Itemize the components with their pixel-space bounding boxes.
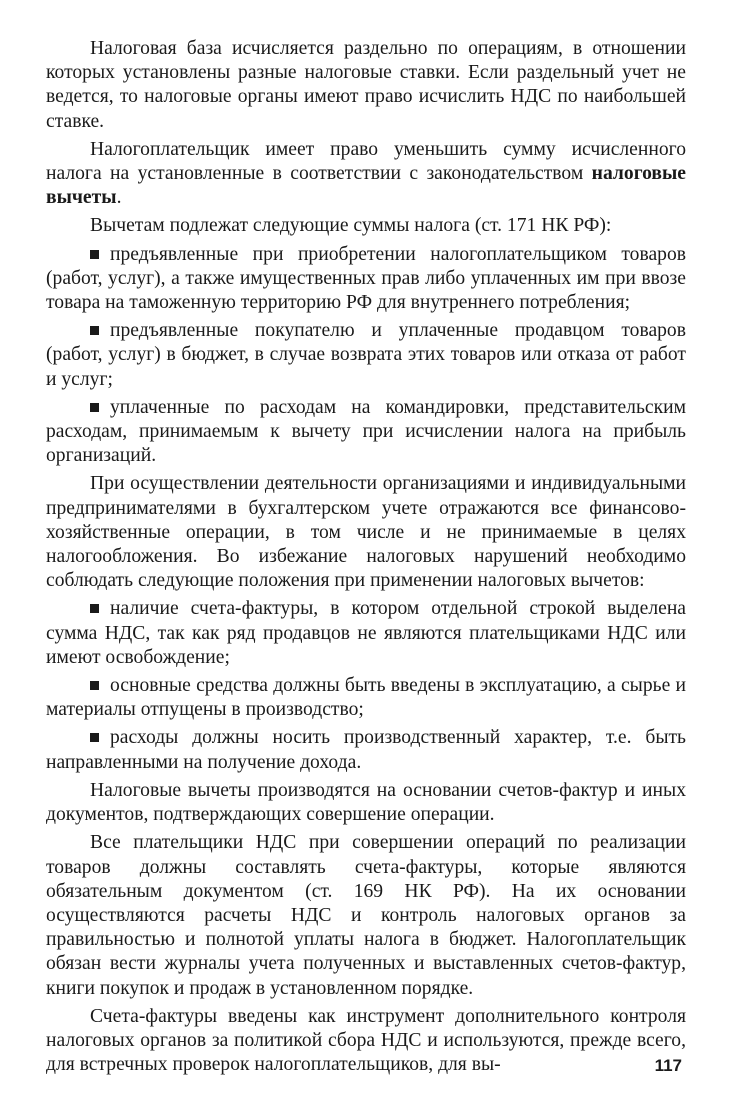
paragraph-text: предъявленные покупателю и уплаченные продавцом товаров (работ, услуг) в бюджет, в случае возврата этих товаров или отказа от работ и услуг; [46,320,686,390]
bullet-square-icon [90,326,99,335]
bullet-square-icon [90,733,99,742]
body-text [46,37,686,1081]
paragraph-tail: . [116,187,122,209]
paragraph-text: Все плательщики НДС при совершении операций по реализации товаров должны составлять счета-фактуры, которые являются обязательным документом (ст. 169 НК РФ). На их основании осуществляются расчеты НДС и контроль налоговых органов за правильностью и полнотой уплаты налога в бюджет. Налогоплательщик обязан вести журналы учета полученных и выставленных счетов-фактур, книги покупок и продаж в установленном порядке. [46,832,686,999]
bullet-square-icon [90,403,99,412]
paragraph-text: Налоговая база исчисляется раздельно по операциям, в отношении которых установлены разные налоговые ставки. Если раздельный учет не ведется, то налоговые органы имеют право исчислить НДС по наибольшей ставке. [46,38,686,132]
paragraph-text: основные средства должны быть введены в эксплуатацию, а сырье и материалы отпущены в производство; [46,675,686,721]
bullet-item [46,319,686,392]
paragraph-text: предъявленные при приобретении налогоплательщиком товаров (работ, услуг), а также имущественных прав либо уплаченных им при ввозе товара на таможенную территорию РФ для внутреннего потребления; [46,243,686,314]
bold-term: налоговые вычеты [46,163,686,209]
paragraph [46,37,686,134]
bullet-item [46,243,686,316]
paragraph [46,779,686,827]
paragraph-text: Счета-фактуры введены как инструмент дополнительного контроля налоговых органов за политикой сбора НДС и используются, прежде всего, для встречных проверок налогоплательщиков, для вы- [46,1005,686,1076]
bullet-item [46,597,686,670]
paragraph-text: Вычетам подлежат следующие суммы налога (ст. 171 НК РФ): [90,215,612,237]
paragraph [46,214,686,238]
paragraph-text: уплаченные по расходам на командировки, представительским расходам, принимаемым к вычету при исчислении налога на прибыль организаций. [46,396,686,467]
page-number: 117 [654,1056,682,1075]
paragraph [46,472,686,593]
paragraph [46,1005,686,1078]
paragraph [46,138,686,211]
paragraph-text: Налогоплательщик имеет право уменьшить сумму исчисленного налога на установленные в соответствии с законодательством [46,138,686,185]
bullet-item [46,726,686,774]
paragraph-text: расходы должны носить производственный характер, т.е. быть направленными на получение дохода. [46,727,686,773]
bullet-square-icon [90,681,99,690]
paragraph [46,831,686,1000]
paragraph-text: наличие счета-фактуры, в котором отдельной строкой выделена сумма НДС, так как ряд продавцов не являются плательщиками НДС или имеют освобождение; [46,598,686,668]
paragraph-text: При осуществлении деятельности организациями и индивидуальными предпринимателями в бухгалтерском учете отражаются все финансово-хозяйственные операции, в том числе и не принимаемые в целях налогообложения. Во избежание налоговых нарушений необходимо соблюдать следующие положения при применении налоговых вычетов: [46,473,686,592]
bullet-item [46,396,686,469]
paragraph-text: Налоговые вычеты производятся на основании счетов-фактур и иных документов, подтверждающих совершение операции. [46,779,686,826]
bullet-item [46,674,686,722]
bullet-square-icon [90,250,99,259]
bullet-square-icon [90,604,99,613]
